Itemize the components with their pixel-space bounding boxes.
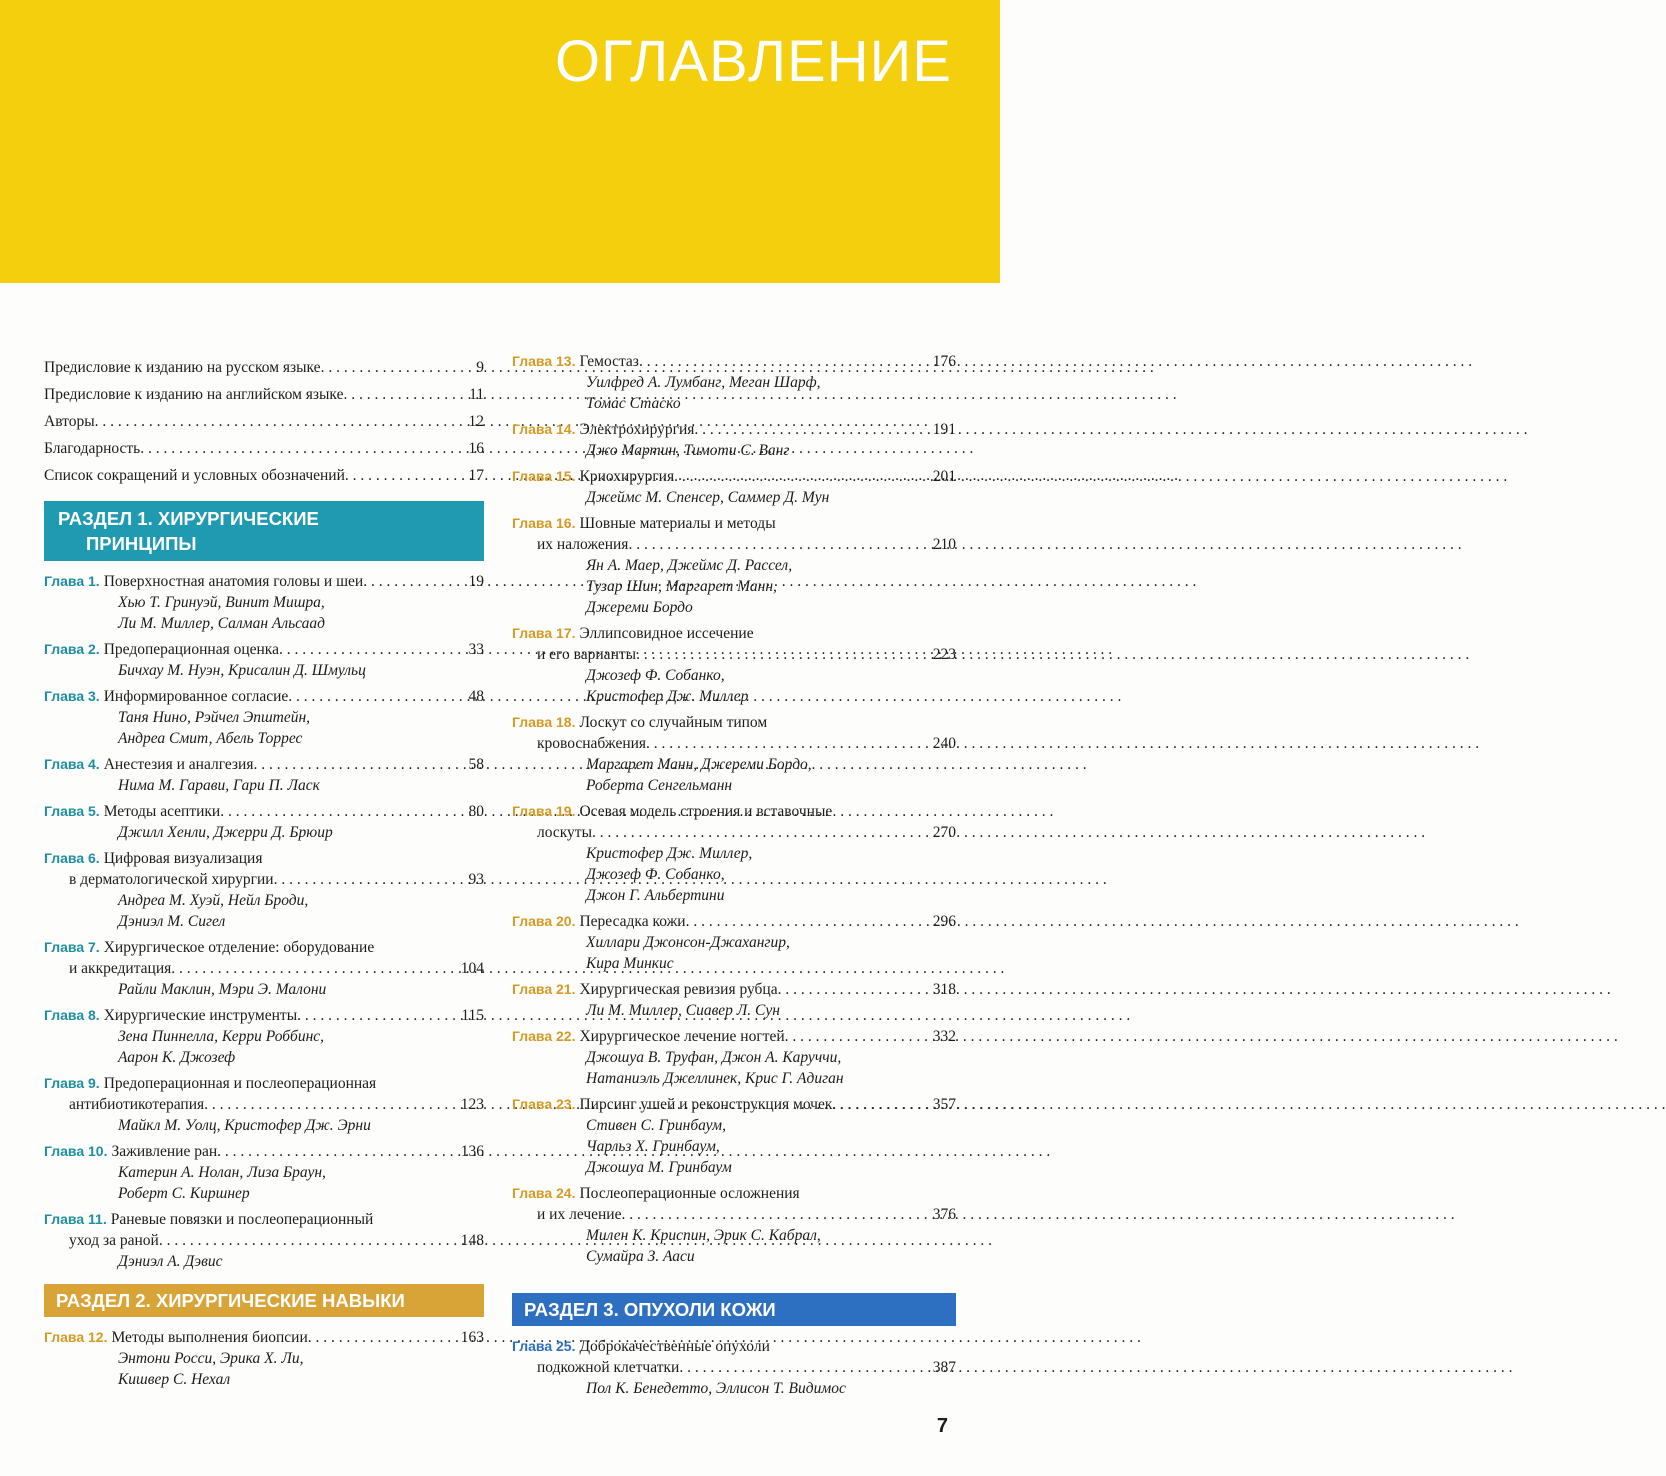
chapter-authors: Роберт С. Киршнер (118, 1185, 250, 1202)
chapter-title: Анестезия и аналгезия (103, 756, 254, 773)
leader-dots (204, 1094, 460, 1115)
chapter-authors: Андреа М. Хуэй, Нейл Броди, (118, 892, 309, 909)
chapter-title-continuation (44, 958, 484, 979)
chapter-label: Глава 9. (44, 1075, 100, 1091)
chapter-authors: Роберта Сенгельманн (586, 777, 733, 794)
chapter-title-continuation (512, 534, 956, 555)
chapter-title-continuation (44, 1230, 484, 1251)
chapter-authors: Кристофер Дж. Миллер (586, 688, 749, 705)
chapter-authors: Ян А. Маер, Джеймс Д. Рассел, (586, 557, 793, 574)
chapter-authors: Бичхау М. Нуэн, Крисалин Д. Шмульц (118, 662, 366, 679)
section-2-chapters-left (44, 1327, 484, 1390)
chapter-page: 33 (468, 641, 484, 658)
chapter-heading-line (44, 848, 484, 869)
chapter-label: Глава 4. (44, 756, 100, 772)
section-3-chapters (512, 1336, 956, 1399)
chapter-label: Глава 23. (512, 1096, 576, 1112)
chapter-title: Послеоперационные осложнения (579, 1185, 800, 1202)
chapter-title: Хирургическое лечение ногтей (579, 1028, 785, 1045)
chapter-heading-line (44, 1209, 484, 1230)
header-banner (0, 0, 1000, 283)
chapter-title-cont-text: кровоснабжения (537, 735, 647, 752)
chapter-entry[interactable] (512, 419, 956, 461)
chapter-title: Цифровая визуализация (103, 850, 263, 867)
chapter-entry[interactable] (44, 1073, 484, 1136)
chapter-authors: Ли М. Миллер, Салман Альсаад (118, 615, 325, 632)
leader-dots (297, 1005, 460, 1026)
chapter-title: Методы выполнения биопсии (111, 1329, 308, 1346)
chapter-page: 191 (932, 421, 956, 438)
chapter-label: Глава 25. (512, 1338, 576, 1354)
chapter-page: 376 (932, 1206, 956, 1223)
chapter-title: Предоперационная оценка (103, 641, 279, 658)
chapter-label: Глава 14. (512, 421, 576, 437)
chapter-authors: Энтони Росси, Эрика Х. Ли, (118, 1350, 304, 1367)
chapter-heading-line (512, 623, 956, 644)
chapter-title: Хирургическое отделение: оборудование (103, 939, 375, 956)
chapter-heading-line (512, 419, 956, 440)
leader-dots (592, 822, 932, 843)
chapter-page: 104 (460, 960, 484, 977)
chapter-entry[interactable] (44, 937, 484, 1000)
section-3-header: РАЗДЕЛ 3. ОПУХОЛИ КОЖИ (512, 1293, 956, 1326)
chapter-page: 176 (932, 353, 956, 370)
chapter-heading-line (44, 571, 484, 592)
chapter-page: 115 (461, 1007, 484, 1024)
chapter-label: Глава 12. (44, 1329, 108, 1345)
chapter-page: 270 (932, 824, 956, 841)
chapter-authors: Уилфред А. Лумбанг, Меган Шарф, (586, 374, 821, 391)
chapter-heading-line (44, 801, 484, 822)
chapter-title: Доброкачественные опухоли (579, 1338, 770, 1355)
leader-dots (639, 351, 932, 372)
chapter-entry[interactable] (512, 513, 956, 618)
chapter-entry[interactable] (44, 571, 484, 634)
chapter-heading-line (512, 1336, 956, 1357)
chapter-authors: Натаниэль Джеллинек, Крис Г. Адиган (586, 1070, 844, 1087)
chapter-authors: Нима М. Гарави, Гари П. Ласк (118, 777, 320, 794)
chapter-title: Электрохирургия (579, 421, 695, 438)
chapter-heading-line (512, 1183, 956, 1204)
chapter-authors: Зена Пиннелла, Керри Роббинс, (118, 1028, 325, 1045)
chapter-title: Предоперационная и послеоперационная (103, 1075, 377, 1092)
leader-dots (832, 1094, 931, 1115)
chapter-page: 357 (932, 1096, 956, 1113)
chapter-authors: Стивен С. Гринбаум, (586, 1117, 726, 1134)
chapter-title-cont-text: в дерматологической хирургии (69, 871, 274, 888)
chapter-entry[interactable] (512, 1183, 956, 1267)
chapter-authors: Сумайра З. Ааси (586, 1248, 695, 1265)
chapter-heading-line (44, 754, 484, 775)
chapter-authors: Хиллари Джонсон-Джахангир, (586, 934, 790, 951)
chapter-label: Глава 6. (44, 850, 100, 866)
chapter-authors: Дэниэл М. Сигел (118, 913, 226, 930)
chapter-authors: Джозеф Ф. Собанко, (586, 667, 725, 684)
chapter-authors: Джошуа М. Гринбаум (586, 1159, 732, 1176)
chapter-label: Глава 3. (44, 688, 100, 704)
chapter-page: 93 (468, 871, 484, 888)
section-2-chapters-right (512, 351, 956, 1267)
chapter-entry[interactable] (44, 1209, 484, 1272)
chapter-entry[interactable] (512, 801, 956, 906)
chapter-title: Лоскут со случайным типом (579, 714, 768, 731)
chapter-authors: Ли М. Миллер, Сиавер Л. Сун (586, 1002, 780, 1019)
chapter-authors: Джилл Хенли, Джерри Д. Брюир (118, 824, 333, 841)
chapter-page: 148 (460, 1232, 484, 1249)
chapter-entry[interactable] (512, 351, 956, 414)
chapter-title: Раневые повязки и послеоперационный (110, 1211, 374, 1228)
chapter-heading-line (512, 513, 956, 534)
chapter-page: 223 (932, 646, 956, 663)
chapter-page: 136 (460, 1143, 484, 1160)
leader-dots (217, 1141, 460, 1162)
chapter-authors: Пол К. Бенедетто, Эллисон Т. Видимос (586, 1380, 846, 1397)
chapter-title: Пирсинг ушей и реконструкция мочек (579, 1096, 833, 1113)
chapter-heading-line (44, 937, 484, 958)
chapter-label: Глава 16. (512, 515, 576, 531)
leader-dots (220, 801, 467, 822)
chapter-authors: Кристофер Дж. Миллер, (586, 845, 753, 862)
toc-line[interactable]: Авторы . . . 12 (44, 408, 484, 435)
chapter-label: Глава 7. (44, 939, 100, 955)
chapter-label: Глава 21. (512, 981, 576, 997)
section-1-header: РАЗДЕЛ 1. ХИРУРГИЧЕСКИЕ ПРИНЦИПЫ (44, 501, 484, 561)
chapter-authors: Джеймс М. Спенсер, Саммер Д. Мун (586, 489, 830, 506)
chapter-title-continuation (44, 869, 484, 890)
chapter-authors: Джо Мартин, Тимоти С. Ванг (586, 442, 790, 459)
chapter-title-cont-text: уход за раной (69, 1232, 159, 1249)
chapter-title: Информированное согласие (103, 688, 289, 705)
leader-dots (253, 754, 467, 775)
chapter-entry[interactable] (512, 911, 956, 974)
chapter-title: Заживление ран (111, 1143, 218, 1160)
chapter-title: Хирургическая ревизия рубца (579, 981, 778, 998)
chapter-entry[interactable] (44, 801, 484, 843)
chapter-authors: Аарон К. Джозеф (118, 1049, 236, 1066)
chapter-entry[interactable] (512, 623, 956, 707)
chapter-authors: Джереми Бордо (586, 599, 693, 616)
chapter-label: Глава 20. (512, 913, 576, 929)
chapter-label: Глава 10. (44, 1143, 108, 1159)
chapter-label: Глава 17. (512, 625, 576, 641)
chapter-authors: Катерин А. Нолан, Лиза Браун, (118, 1164, 326, 1181)
chapter-title-cont-text: и его варианты (537, 646, 637, 663)
leader-dots (279, 639, 468, 660)
chapter-label: Глава 13. (512, 353, 576, 369)
leader-dots (621, 1204, 931, 1225)
chapter-heading-line (512, 979, 956, 1000)
chapter-authors: Хью Т. Гринуэй, Винит Мишра, (118, 594, 325, 611)
leader-dots (159, 1230, 460, 1251)
chapter-authors: Джошуа В. Труфан, Джон А. Каруччи, (586, 1049, 842, 1066)
chapter-label: Глава 15. (512, 468, 576, 484)
chapter-title-continuation (512, 733, 956, 754)
leader-dots (694, 419, 931, 440)
chapter-entry[interactable] (44, 1005, 484, 1068)
leader-dots (636, 644, 932, 665)
leader-dots (686, 911, 932, 932)
leader-dots (171, 958, 459, 979)
chapter-title-continuation (512, 644, 956, 665)
chapter-label: Глава 24. (512, 1185, 576, 1201)
chapter-entry[interactable] (512, 1026, 956, 1089)
section-1-chapters (44, 571, 484, 1272)
toc-line[interactable]: Благодарность . . . 16 (44, 435, 484, 462)
chapter-entry[interactable] (44, 639, 484, 681)
chapter-label: Глава 18. (512, 714, 576, 730)
chapter-title-continuation (512, 822, 956, 843)
chapter-title-cont-text: и аккредитация (69, 960, 172, 977)
chapter-title-cont-text: подкожной клетчатки (537, 1359, 680, 1376)
page-number: 7 (936, 1415, 948, 1437)
page-title: ОГЛАВЛЕНИЕ (554, 29, 952, 94)
chapter-page: 201 (932, 468, 956, 485)
chapter-title: Хирургические инструменты (103, 1007, 298, 1024)
leader-dots (778, 979, 932, 1000)
chapter-page: 123 (460, 1096, 484, 1113)
chapter-heading-line (44, 1073, 484, 1094)
chapter-authors: Дэниэл А. Дэвис (118, 1253, 223, 1270)
chapter-authors: Андреа Смит, Абель Торрес (118, 730, 303, 747)
toc-line[interactable]: Предисловие к изданию на английском языке . . . 11 (44, 381, 484, 408)
chapter-entry[interactable] (512, 1094, 956, 1178)
chapter-page: 58 (468, 756, 484, 773)
leader-dots (628, 534, 931, 555)
chapter-entry[interactable] (44, 1141, 484, 1204)
chapter-entry[interactable] (512, 979, 956, 1021)
section-2-header: РАЗДЕЛ 2. ХИРУРГИЧЕСКИЕ НАВЫКИ (44, 1284, 484, 1317)
chapter-title: Методы асептики (103, 803, 221, 820)
chapter-title-continuation (512, 1357, 956, 1378)
leader-dots (646, 733, 932, 754)
chapter-heading-line (44, 1005, 484, 1026)
chapter-page: 48 (468, 688, 484, 705)
chapter-heading-line (512, 1094, 956, 1115)
chapter-heading-line (44, 686, 484, 707)
chapter-label: Глава 22. (512, 1028, 576, 1044)
chapter-heading-line (512, 466, 956, 487)
chapter-heading-line (512, 351, 956, 372)
leader-dots (674, 466, 932, 487)
chapter-title: Шовные материалы и методы (579, 515, 776, 532)
chapter-authors: Таня Нино, Рэйчел Эпштейн, (118, 709, 311, 726)
chapter-authors: Тузар Шин, Маргарет Манн, (586, 578, 777, 595)
chapter-authors: Кишвер С. Нехал (118, 1371, 231, 1388)
chapter-heading-line (44, 639, 484, 660)
chapter-heading-line (512, 712, 956, 733)
chapter-title: Криохирургия (579, 468, 675, 485)
chapter-title-cont-text: антибиотикотерапия (69, 1096, 205, 1113)
chapter-title-continuation (44, 1094, 484, 1115)
chapter-entry[interactable] (44, 686, 484, 749)
leader-dots (679, 1357, 931, 1378)
chapter-heading-line (512, 1026, 956, 1047)
chapter-label: Глава 19. (512, 803, 576, 819)
chapter-title: Осевая модель строения и вставочные (579, 803, 833, 820)
chapter-authors: Кира Минкис (586, 955, 674, 972)
leader-dots (363, 571, 467, 592)
chapter-title-continuation (512, 1204, 956, 1225)
front-matter (44, 354, 484, 489)
chapter-label: Глава 8. (44, 1007, 100, 1023)
toc-left-column (44, 354, 484, 1395)
leader-dots (288, 686, 467, 707)
chapter-page: 318 (932, 981, 956, 998)
leader-dots (308, 1327, 460, 1348)
chapter-title-cont-text: и их лечение (537, 1206, 622, 1223)
chapter-authors: Чарльз Х. Гринбаум, (586, 1138, 720, 1155)
chapter-page: 387 (932, 1359, 956, 1376)
chapter-page: 332 (932, 1028, 956, 1045)
chapter-entry[interactable] (44, 1327, 484, 1390)
chapter-page: 19 (468, 573, 484, 590)
chapter-page: 240 (932, 735, 956, 752)
chapter-entry[interactable] (44, 754, 484, 796)
chapter-heading-line (512, 911, 956, 932)
chapter-title: Гемостаз (579, 353, 639, 370)
chapter-page: 163 (460, 1329, 484, 1346)
chapter-title-cont-text: лоскуты (537, 824, 592, 841)
chapter-title: Эллипсовидное иссечение (579, 625, 754, 642)
chapter-entry[interactable] (512, 466, 956, 508)
chapter-authors: Джон Г. Альбертини (586, 887, 725, 904)
chapter-title: Пересадка кожи (579, 913, 686, 930)
chapter-authors: Милен К. Криспин, Эрик С. Кабрал, (586, 1227, 821, 1244)
chapter-authors: Томас Стаско (586, 395, 681, 412)
chapter-entry[interactable] (512, 712, 956, 796)
chapter-label: Глава 11. (44, 1211, 107, 1227)
chapter-authors: Джозеф Ф. Собанко, (586, 866, 725, 883)
chapter-authors: Майкл М. Уолц, Кристофер Дж. Эрни (118, 1117, 371, 1134)
chapter-page: 80 (468, 803, 484, 820)
chapter-page: 210 (932, 536, 956, 553)
chapter-page: 296 (932, 913, 956, 930)
chapter-entry[interactable] (512, 1336, 956, 1399)
chapter-label: Глава 2. (44, 641, 100, 657)
chapter-heading-line (44, 1141, 484, 1162)
chapter-authors: Маргарет Манн, Джереми Бордо, (586, 756, 812, 773)
chapter-title-cont-text: их наложения (537, 536, 629, 553)
chapter-authors: Райли Маклин, Мэри Э. Малони (118, 981, 327, 998)
chapter-label: Глава 5. (44, 803, 100, 819)
toc-line[interactable]: Список сокращений и условных обозначений . . . 17 (44, 462, 484, 489)
toc-line[interactable]: Предисловие к изданию на русском языке . . . 9 (44, 354, 484, 381)
leader-dots (274, 869, 468, 890)
chapter-label: Глава 1. (44, 573, 100, 589)
chapter-title: Поверхностная анатомия головы и шеи (103, 573, 364, 590)
chapter-entry[interactable] (44, 848, 484, 932)
chapter-heading-line (44, 1327, 484, 1348)
chapter-heading-line (512, 801, 956, 822)
leader-dots (785, 1026, 932, 1047)
toc-right-column (512, 351, 956, 1404)
